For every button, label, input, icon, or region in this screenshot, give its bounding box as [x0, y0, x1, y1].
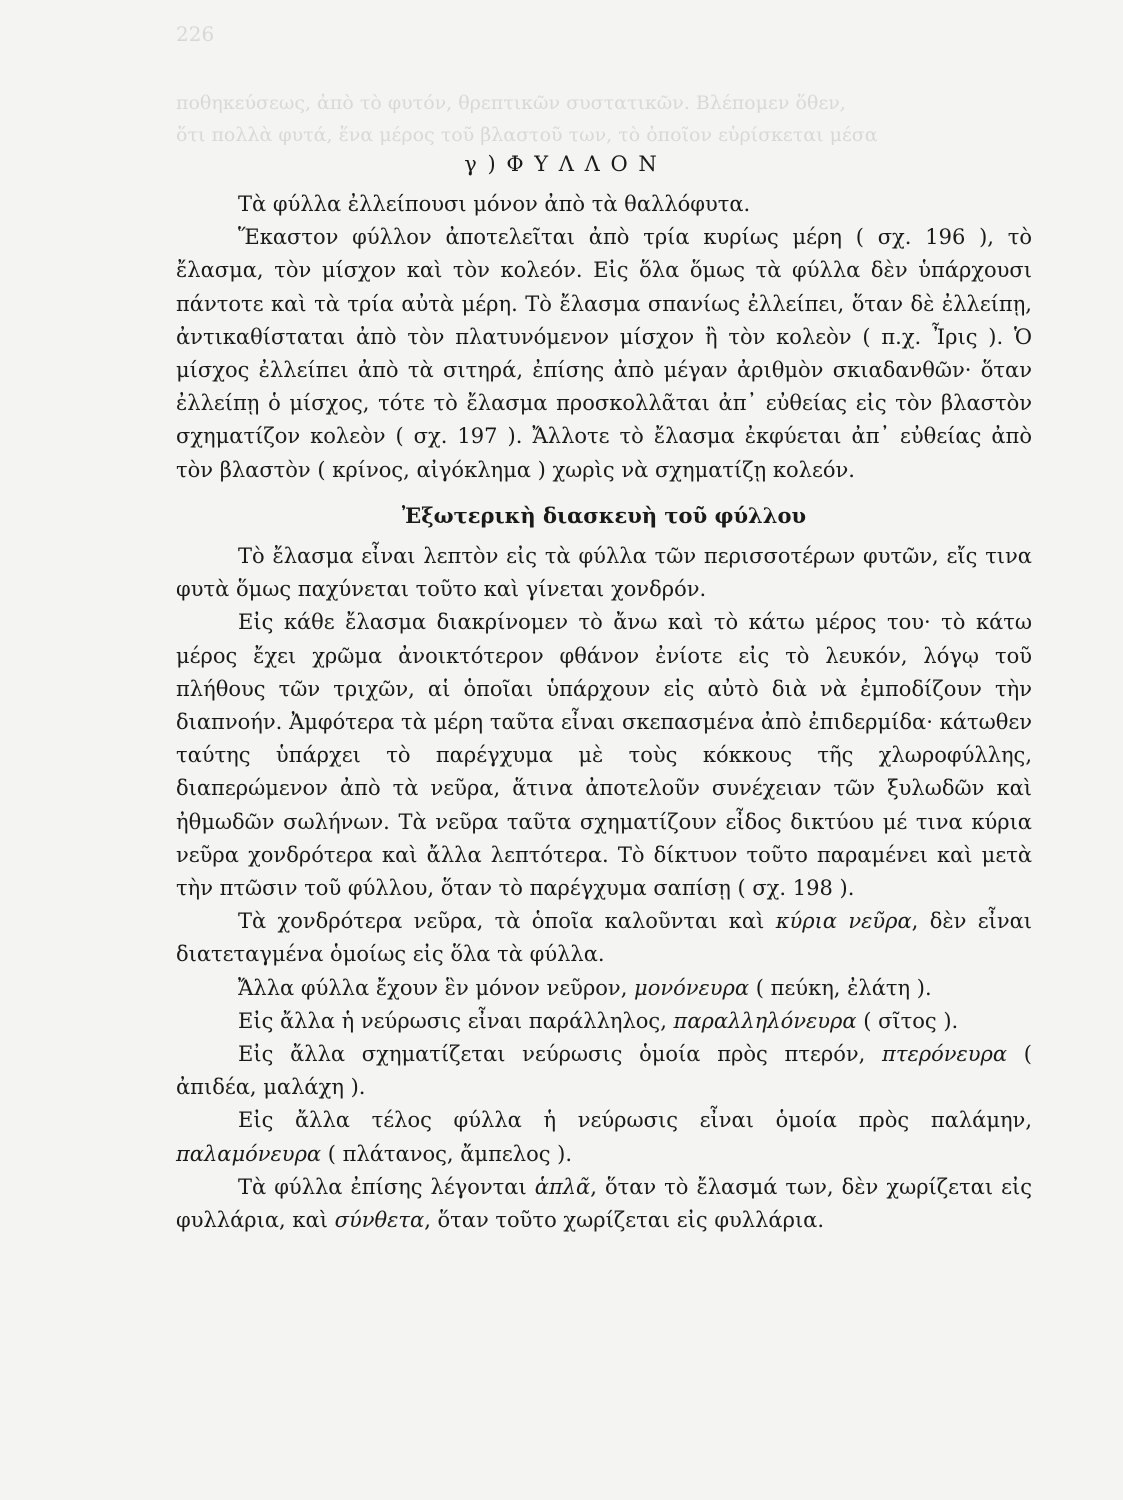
paragraph-pteronevra: [176, 1038, 1032, 1104]
paragraph: Τὰ φύλλα ἐλλείπουσι μόνον ἀπὸ τὰ θαλλόφυτα.: [238, 192, 751, 216]
text-run: Εἰς ἄλλα τέλος φύλλα ἡ νεύρωσις εἶναι ὁμοία πρὸς παλάμην,: [238, 1108, 1032, 1133]
text-run: , δὲν εἶναι διατεταγμένα ὁμοίως εἰς ὅλα τὰ φύλλα.: [176, 909, 1033, 967]
paragraph-parallilonevra: [176, 1005, 1032, 1038]
paragraph: Ἕκαστον φύλλον ἀποτελεῖται ἀπὸ τρία κυρίως μέρη ( σχ. 196 ), τὸ ἔλασμα, τὸν μίσχον καὶ τὸν κολεόν. Εἰς ὅλα ὅμως τὰ φύλλα δὲν ὑπάρχουσι πάντοτε καὶ τὰ τρία αὐτὰ μέρη. Τὸ ἔλασμα σπανίως ἐλλείπει, ὅταν δὲ ἐλλείπῃ, ἀντικαθίσταται ἀπὸ τὸν πλατυνόμενον μίσχον ἢ τὸν κολεὸν ( π.χ. Ἶρις ). Ὁ μίσχος ἐλλείπει ἀπὸ τὰ σιτηρά, ἐπίσης ἀπὸ μέγαν ἀριθμὸν σκιαδανθῶν· ὅταν ἐλλείπῃ ὁ μίσχος, τότε τὸ ἔλασμα προσκολλᾶται ἀπ᾿ εὐθείας εἰς τὸν βλαστὸν σχηματίζον κολεὸν ( σχ. 197 ). Ἄλλοτε τὸ ἔλασμα ἐκφύεται ἀπ᾿ εὐθείας ἀπὸ τὸν βλαστὸν ( κρίνος, αἰγόκλημα ) χωρὶς νὰ σχηματίζῃ κολεόν.: [176, 225, 1032, 482]
bleed-through-line: ποθηκεύσεως, ἀπὸ τὸ φυτόν, θρεπτικῶν συστατικῶν. Βλέπομεν ὅθεν,: [176, 92, 846, 114]
italic-term: πτερόνευρα: [882, 1042, 1008, 1067]
section-title: γ ) Φ Υ Λ Λ Ο Ν: [464, 152, 659, 176]
text-run: ( ἀπιδέα, μαλάχη ).: [176, 1042, 1032, 1100]
text-run: , ὅταν τὸ ἔλασμά των, δὲν χωρίζεται εἰς φυλλάρια, καὶ: [176, 1174, 1032, 1233]
bleed-through-page-number: 226: [176, 22, 215, 46]
text-run: ( πεύκη, ἐλάτη ).: [749, 975, 932, 1000]
italic-term: παλαμόνευρα: [176, 1141, 322, 1166]
text-run: , ὅταν τοῦτο χωρίζεται εἰς φυλλάρια.: [424, 1208, 825, 1233]
italic-term: ἁπλᾶ: [534, 1174, 591, 1199]
paragraph: Εἰς κάθε ἔλασμα διακρίνομεν τὸ ἄνω καὶ τὸ κάτω μέρος του· τὸ κάτω μέρος ἔχει χρῶμα ἀνοικτότερον φθάνον ἐνίοτε εἰς τὸ λευκόν, λόγῳ τοῦ πλήθους τῶν τριχῶν, αἱ ὁποῖαι ὑπάρχουν εἰς αὐτὸ διὰ νὰ ἐμποδίζουν τὴν διαπνοήν. Ἀμφότερα τὰ μέρη ταῦτα εἶναι σκεπασμένα ἀπὸ ἐπιδερμίδα· κάτωθεν ταύτης ὑπάρχει τὸ παρέγχυμα μὲ τοὺς κόκκους τῆς χλωροφύλλης, διαπερώμενον ἀπὸ τὰ νεῦρα, ἅτινα ἀποτελοῦν συνέχειαν τῶν ξυλωδῶν καὶ ἠθμωδῶν σωλήνων. Τὰ νεῦρα ταῦτα σχηματίζουν εἶδος δικτύου μέ τινα κύρια νεῦρα χονδρότερα καὶ ἄλλα λεπτότερα. Τὸ δίκτυον τοῦτο παραμένει καὶ μετὰ τὴν πτῶσιν τοῦ φύλλου, ὅταν τὸ παρέγχυμα σαπίσῃ ( σχ. 198 ).: [176, 610, 1032, 901]
text-run: Ἄλλα φύλλα ἔχουν ἓν μόνον νεῦρον,: [238, 975, 635, 1000]
text-run: Εἰς ἄλλα σχηματίζεται νεύρωσις ὁμοία πρὸς πτερόν,: [238, 1042, 883, 1067]
text-run: Εἰς ἄλλα ἡ νεύρωσις εἶναι παράλληλος,: [238, 1008, 674, 1033]
bleed-through-line: ὅτι πολλὰ φυτά, ἕνα μέρος τοῦ βλαστοῦ των, τὸ ὁποῖον εὑρίσκεται μέσα: [176, 124, 878, 146]
body-text: [176, 188, 1032, 1237]
italic-term: παραλληλόνευρα: [673, 1008, 857, 1033]
text-run: ( πλάτανος, ἄμπελος ).: [321, 1141, 573, 1166]
paragraph-simple-compound: [176, 1171, 1032, 1237]
paragraph-palamonevra: [176, 1104, 1032, 1170]
italic-term: κύρια νεῦρα: [775, 909, 912, 934]
text-run: ( σῖτος ).: [856, 1008, 959, 1033]
paragraph-mononeura: [176, 972, 1032, 1005]
text-run: Τὰ φύλλα ἐπίσης λέγονται: [238, 1174, 535, 1199]
text-run: Τὰ χονδρότερα νεῦρα, τὰ ὁποῖα καλοῦνται καὶ: [238, 909, 776, 934]
paragraph: Τὸ ἔλασμα εἶναι λεπτὸν εἰς τὰ φύλλα τῶν περισσοτέρων φυτῶν, εἴς τινα φυτὰ ὅμως παχύνεται τοῦτο καὶ γίνεται χονδρόν.: [176, 544, 1032, 602]
italic-term: σύνθετα: [334, 1208, 425, 1233]
paragraph-main-veins: [176, 905, 1032, 971]
subheading: Ἐξωτερικὴ διασκευὴ τοῦ φύλλου: [401, 502, 807, 528]
italic-term: μονόνευρα: [634, 975, 750, 1000]
